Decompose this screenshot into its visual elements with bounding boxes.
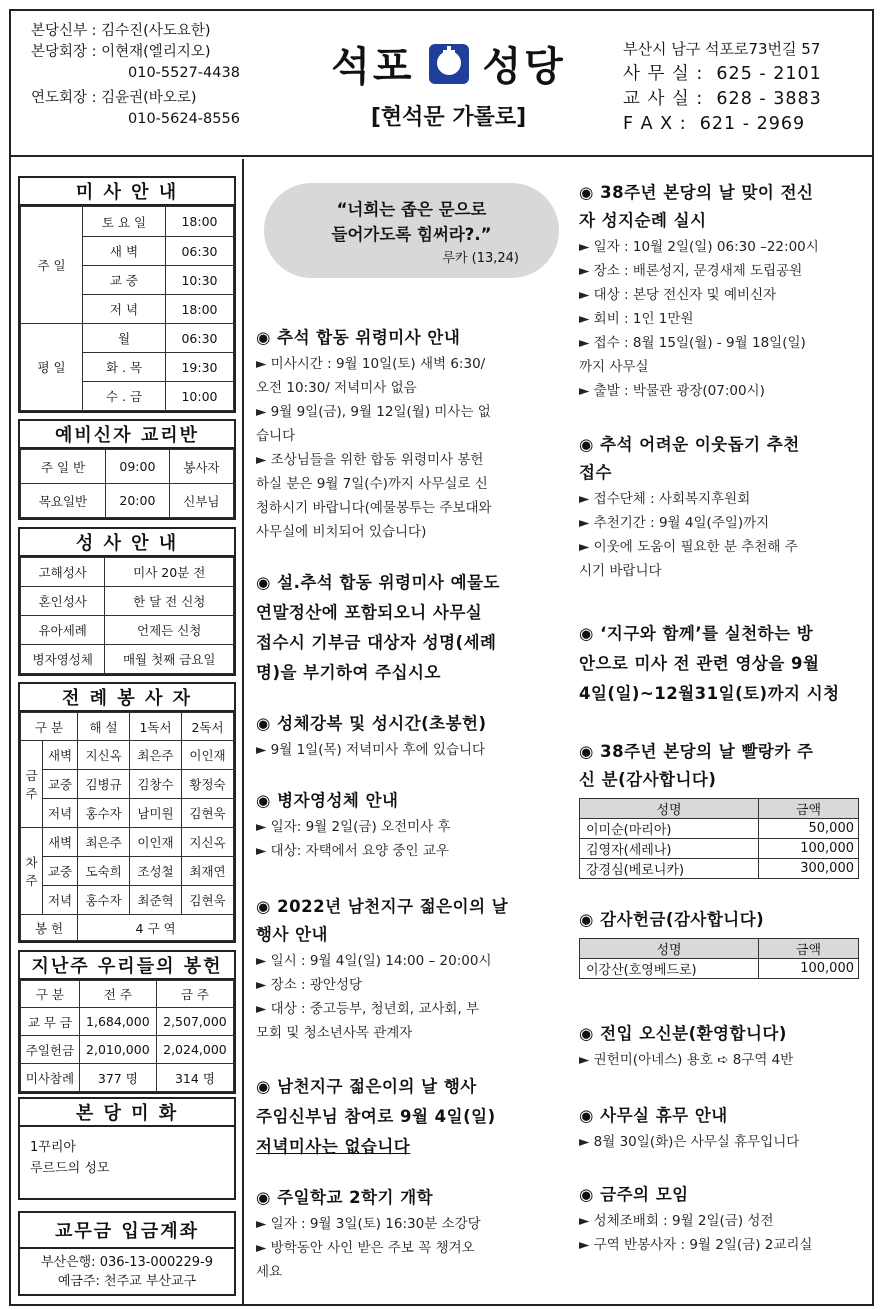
section-title: 지난주 우리들의 봉헌: [20, 952, 234, 980]
notice: ◉ 감사헌금(감사합니다) 성명 금액 이강산(호영베드로) 100,000: [579, 906, 869, 979]
fax-number: F A X : 621 - 2969: [623, 114, 806, 134]
staff-line: 본당신부 : 김수진(사도요한): [31, 23, 211, 39]
parish-title: [316, 35, 581, 131]
catechumen-class: 예비신자 교리반 주 일 반 09:00 봉사자 목요일반 20:00 신부님: [18, 419, 236, 520]
patron-name: [현석문 가롤로]: [370, 105, 527, 130]
left-column: [11, 159, 244, 1306]
staff-phone: 010-5624-8556: [128, 111, 240, 127]
notice: ◉ 주일학교 2학기 개학 ► 일자 : 9월 3일(토) 16:30분 소강당 ► 방학동안 사인 받은 주보 꼭 챙겨오 세요: [256, 1188, 481, 1280]
scripture-quote: “너희는 좁은 문으로 들어가도록 힘써라?.” 루카 (13,24): [264, 183, 559, 278]
notice: ◉ ‘지구와 함께’를 실천하는 방 안으로 미사 전 관련 영상을 9월 4일(일)~12월31일(토)까지 시청: [579, 624, 840, 703]
section-title: 본 당 미 화: [20, 1099, 234, 1127]
notice: ◉ 병자영성체 안내 ► 일자: 9월 2일(금) 오전미사 후 ► 대상: 자택에서 요양 중인 교우: [256, 791, 451, 859]
liturgy-servers: 전 례 봉 사 자 구 분 해 설 1독서 2독서 금주 새벽 지신옥 최은주 이인재 교중 김병규 김창수 황정숙 저녁 홍수자 남미원 김현욱 차주 새벽 최은주 이인재 지신옥 교중 도숙희 조성철 최재연 저녁 홍수자 최준혁 김현욱 봉 헌 4 구 역: [18, 682, 236, 943]
staff-line: 본당회장 : 이현재(엘리지오): [31, 44, 211, 60]
notice: ◉ 2022년 남천지구 젊은이의 날 행사 안내 ► 일시 : 9월 4일(일) 14:00 – 20:00시 ► 장소 : 광안성당 ► 대상 : 중고등부, 청년회, 교사회, 부 모회 및 청소년사목 관계자: [256, 897, 509, 1041]
weekday-label: 평 일: [21, 324, 83, 411]
office-phone: 사 무 실 : 625 - 2101: [623, 64, 822, 84]
notice: ◉ 추석 어려운 이웃돕기 추천 접수 ► 접수단체 : 사회복지후원회 ► 추천기간 : 9월 4일(주일)까지 ► 이웃에 도움이 필요한 분 추천해 주 시기 바랍니다: [579, 435, 800, 579]
altar-flowers: 본 당 미 화 1꾸리아 루르드의 성모: [18, 1097, 236, 1200]
bank-account: 교무금 입금계좌 부산은행: 036-13-000229-9 예금주: 천주교 부산교구: [18, 1211, 236, 1296]
sunday-label: 주 일: [21, 207, 83, 324]
notice: ◉ 추석 합동 위령미사 안내 ► 미사시간 : 9월 10일(토) 새벽 6:30/ 오전 10:30/ 저녁미사 없음 ► 9월 9일(금), 9월 12일(월) 미사는 없 습니다 ► 조상님들을 위한 합동 위령미사 봉헌 하실 분은 9월 7일(수)까지 사무실로 신 청하시기 바랍니다(예물봉투는 주보대와 사무실에 비치되어 있습니다): [256, 328, 492, 540]
bulletin-page: [9, 9, 874, 1306]
section-title: 성 사 안 내: [20, 529, 234, 557]
section-title: 미 사 안 내: [20, 178, 234, 206]
last-week-offering: 지난주 우리들의 봉헌 구 분 전 주 금 주 교 무 금 1,684,000 2,507,000 주일헌금 2,010,000 2,024,000 미사참례 377 명 314 명: [18, 950, 236, 1094]
staff-phone: 010-5527-4438: [128, 65, 240, 81]
donor-table: 성명 금액 이강산(호영베드로) 100,000: [579, 938, 859, 979]
contact-info: [623, 37, 822, 137]
notice: ◉ 성체강복 및 성시간(초봉헌) ► 9월 1일(목) 저녁미사 후에 있습니다: [256, 714, 487, 758]
address: 부산시 남구 석포로73번길 57: [623, 40, 821, 58]
notice: ◉ 38주년 본당의 날 맞이 전신 자 성지순례 실시 ► 일자 : 10월 2일(일) 06:30 –22:00시 ► 장소 : 배론성지, 문경새제 도립공원 ► 대상 : 본당 전신자 및 예비신자 ► 회비 : 1인 1만원 ► 접수 : 8월 15일(월) - 9월 18일(일) 까지 사무실 ► 출발 : 박물관 광장(07:00시): [579, 183, 819, 399]
section-title: 예비신자 교리반: [20, 421, 234, 449]
parish-staff: [31, 21, 240, 130]
section-title: 전 례 봉 사 자: [20, 684, 234, 712]
header: [11, 11, 872, 157]
sacrament-info: 성 사 안 내 고해성사 미사 20분 전 혼인성사 한 달 전 신청 유아세례 언제든 신청 병자영성체 매월 첫째 금요일: [18, 527, 236, 676]
notice: ◉ 전입 오신분(환영합니다) ► 권헌미(아네스) 용호 ➪ 8구역 4반: [579, 1024, 794, 1068]
notice: ◉ 38주년 본당의 날 빨랑카 주 신 분(감사합니다) 성명 금액 이미순(마리아) 50,000 김영자(세레나) 100,000 강경심(베로니카) 300,000: [579, 738, 869, 879]
parish-name: 석포 성당: [331, 44, 566, 90]
notice: ◉ 사무실 휴무 안내 ► 8월 30일(화)은 사무실 휴무입니다: [579, 1106, 800, 1150]
notice: ◉ 설.추석 합동 위령미사 예물도 연말정산에 포함되오니 사무실 접수시 기부금 대상자 성명(세례 명)을 부기하여 주십시오: [256, 573, 500, 682]
staff-line: 연도회장 : 김윤권(바오로): [31, 90, 197, 106]
notice: ◉ 남천지구 젊은이의 날 행사 주임신부님 참여로 9월 4일(일) 저녁미사는 없습니다: [256, 1077, 496, 1156]
donor-table: 성명 금액 이미순(마리아) 50,000 김영자(세레나) 100,000 강경심(베로니카) 300,000: [579, 798, 859, 879]
parish-logo-icon: [429, 44, 469, 84]
section-title: 교무금 입금계좌: [20, 1213, 234, 1249]
teacher-phone: 교 사 실 : 628 - 3883: [623, 89, 822, 109]
mass-schedule: 미 사 안 내 주 일 토 요 일 18:00 새 벽 06:30 교 중 10:30 저 녁 18:00 평 일 월 06:30 화 . 목 19:30 수 . 금 10:00: [18, 176, 236, 413]
notice: ◉ 금주의 모임 ► 성체조배회 : 9월 2일(금) 성전 ► 구역 반봉사자 : 9월 2일(금) 2교리실: [579, 1185, 813, 1253]
